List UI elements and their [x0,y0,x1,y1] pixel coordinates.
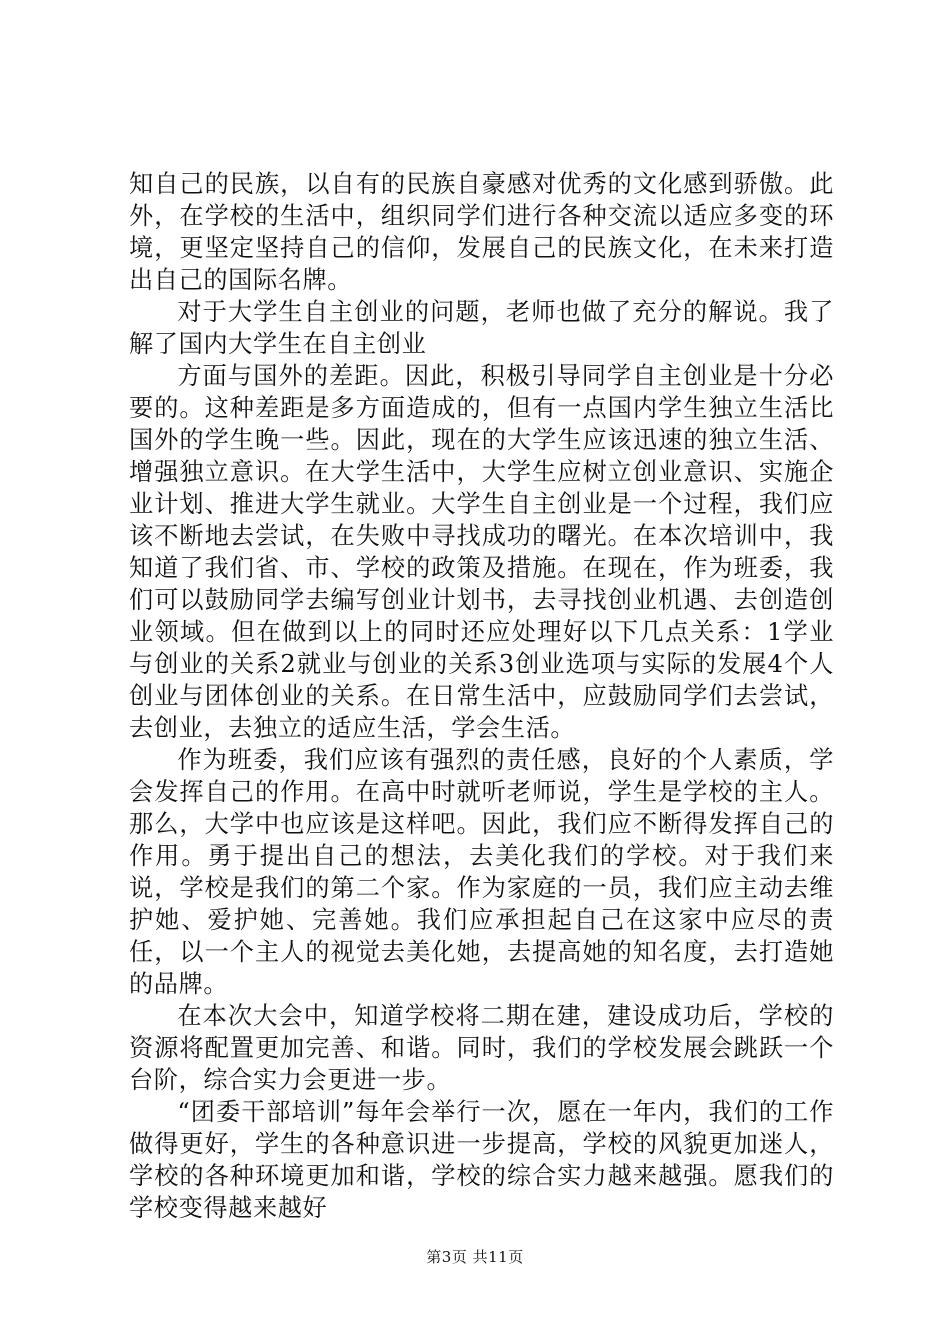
paragraph-2: 对于大学生自主创业的问题，老师也做了充分的解说。我了解了国内大学生在自主创业 [129,298,834,358]
paragraph-5: 在本次大会中，知道学校将二期在建，建设成功后，学校的资源将配置更加完善、和谐。同时，我们的学校发展会跳跃一个台阶，综合实力会更进一步。 [129,1002,834,1094]
paragraph-1: 知自己的民族，以自有的民族自豪感对优秀的文化感到骄傲。此外，在学校的生活中，组织同学们进行各种交流以适应多变的环境，更坚定坚持自己的信仰，发展自己的民族文化，在未来打造出自己的国际名牌。 [129,170,834,294]
paragraph-6: “团委干部培训”每年会举行一次，愿在一年内，我们的工作做得更好，学生的各种意识进一步提高，学校的风貌更加迷人，学校的各种环境更加和谐，学校的综合实力越来越强。愿我们的学校变得越来越好 [129,1098,834,1222]
paragraph-3: 方面与国外的差距。因此，积极引导同学自主创业是十分必要的。这种差距是多方面造成的，但有一点国内学生独立生活比国外的学生晚一些。因此，现在的大学生应该迅速的独立生活、增强独立意识。在大学生活中，大学生应树立创业意识、实施企业计划、推进大学生就业。大学生自主创业是一个过程，我们应该不断地去尝试，在失败中寻找成功的曙光。在本次培训中，我知道了我们省、市、学校的政策及措施。在现在，作为班委，我们可以鼓励同学去编写创业计划书，去寻找创业机遇、去创造创业领域。但在做到以上的同时还应处理好以下几点关系：1学业与创业的关系2就业与创业的关系3创业选项与实际的发展4个人创业与团体创业的关系。在日常生活中，应鼓励同学们去尝试，去创业，去独立的适应生活，学会生活。 [129,362,834,742]
paragraph-4: 作为班委，我们应该有强烈的责任感，良好的个人素质，学会发挥自己的作用。在高中时就听老师说，学生是学校的主人。那么，大学中也应该是这样吧。因此，我们应不断得发挥自己的作用。勇于提出自己的想法，去美化我们的学校。对于我们来说，学校是我们的第二个家。作为家庭的一员，我们应主动去维护她、爱护她、完善她。我们应承担起自己在这家中应尽的责任，以一个主人的视觉去美化她，去提高她的知名度，去打造她的品牌。 [129,746,834,998]
document-body [129,168,834,1224]
page-footer: 第3页 共11页 [426,1248,524,1266]
